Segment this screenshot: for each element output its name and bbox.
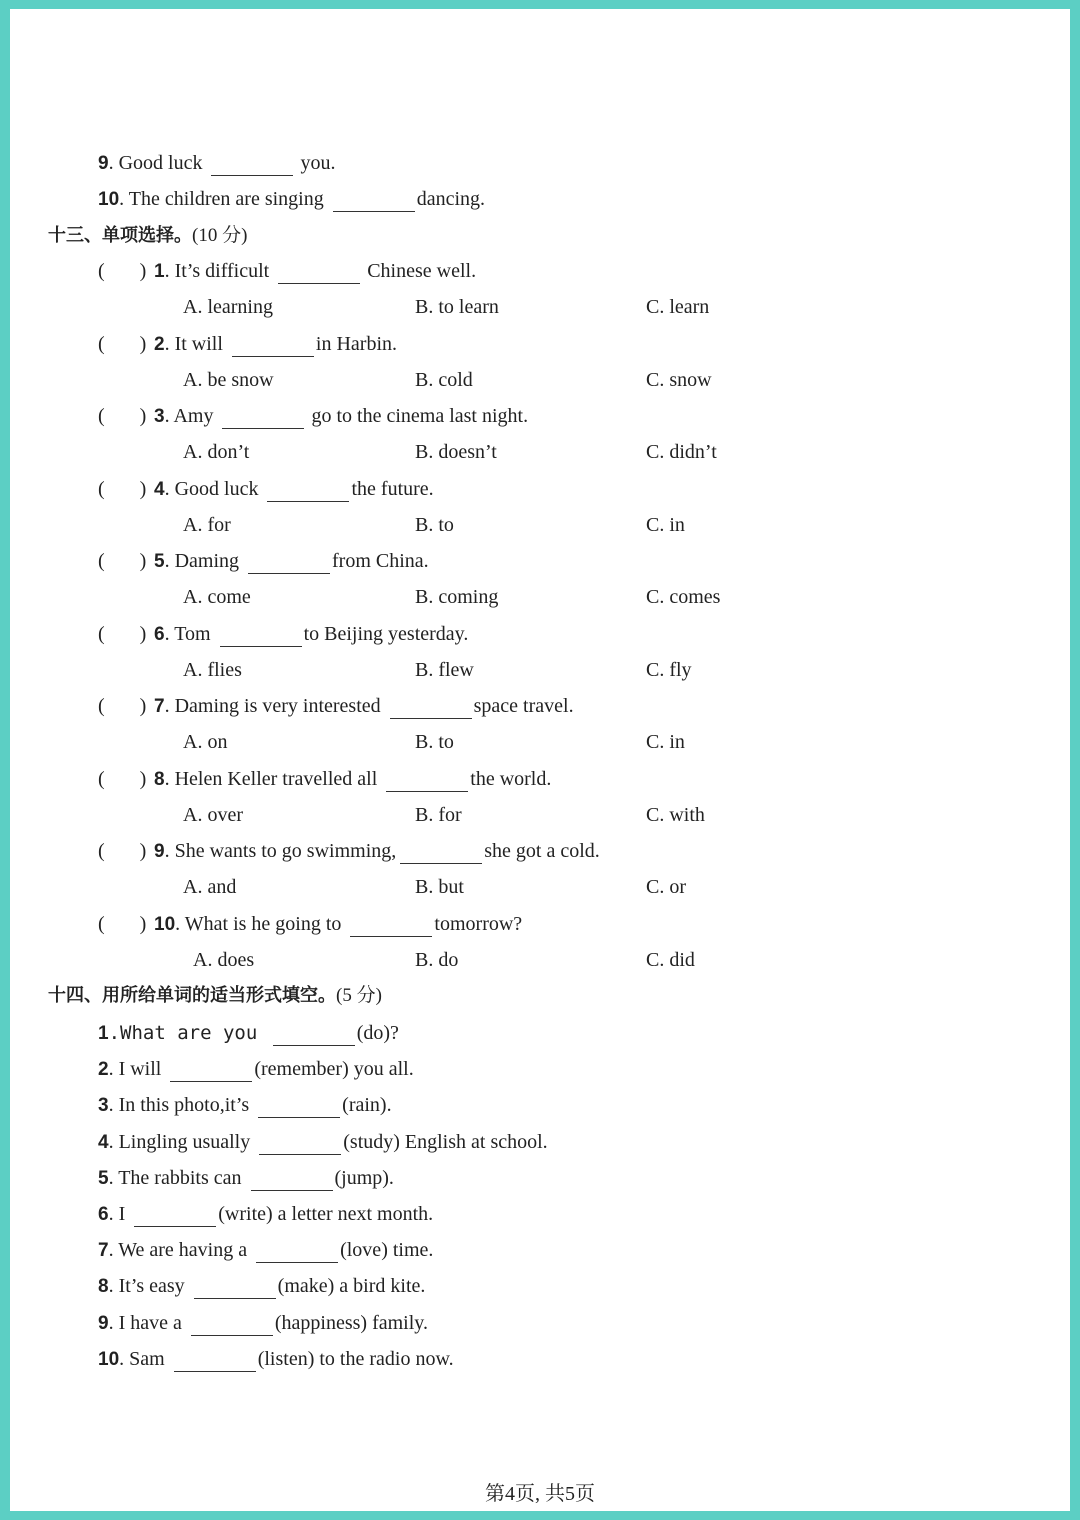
option-b: B. doesn’t <box>415 441 497 463</box>
answer-blank[interactable] <box>259 1134 341 1155</box>
option-b: B. to <box>415 731 454 753</box>
answer-blank[interactable] <box>273 1025 355 1046</box>
section-14-heading: 十四、用所给单词的适当形式填空。(5 分) <box>48 985 382 1006</box>
fill-item-9: 9. I have a (happiness) family. <box>98 1311 428 1334</box>
option-b: B. to <box>415 513 454 536</box>
answer-blank[interactable] <box>400 843 482 864</box>
answer-blank[interactable] <box>333 191 415 212</box>
fill-item-7: 7. We are having a (love) time. <box>98 1239 434 1262</box>
option-b: B. cold <box>415 368 473 391</box>
answer-paren[interactable]: ( ) <box>98 622 147 645</box>
answer-paren[interactable]: ( ) <box>98 477 147 500</box>
answer-paren[interactable]: ( ) <box>98 840 147 862</box>
option-c: C. in <box>646 731 685 753</box>
fill-item-5: 5. The rabbits can (jump). <box>98 1166 394 1189</box>
mc-question-2: ( ) 2. It will in Harbin. <box>98 332 398 355</box>
answer-paren[interactable]: ( ) <box>98 332 147 355</box>
option-b: B. flew <box>415 658 474 681</box>
option-a: A. be snow <box>183 368 274 391</box>
option-c: C. comes <box>646 586 721 608</box>
page-footer: 第4页, 共5页 <box>485 1483 595 1505</box>
answer-paren[interactable]: ( ) <box>98 695 147 717</box>
option-a: A. flies <box>183 658 242 681</box>
fill-item-3: 3. In this photo,it’s (rain). <box>98 1094 392 1117</box>
mc-question-10: ( ) 10. What is he going to tomorrow? <box>98 912 523 935</box>
option-c: C. with <box>646 803 705 826</box>
prev-item-9: 9. Good luck you. <box>98 152 336 174</box>
prev-item-10: 10. The children are singing dancing. <box>98 188 486 210</box>
option-a: A. for <box>183 513 231 536</box>
answer-paren[interactable]: ( ) <box>98 550 147 572</box>
option-a: A. on <box>183 731 228 753</box>
answer-blank[interactable] <box>232 336 314 357</box>
mc-question-3: ( ) 3. Amy go to the cinema last night. <box>98 405 529 427</box>
answer-blank[interactable] <box>248 553 330 574</box>
fill-item-8: 8. It’s easy (make) a bird kite. <box>98 1275 426 1298</box>
fill-item-2: 2. I will (remember) you all. <box>98 1058 414 1081</box>
option-c: C. in <box>646 513 685 536</box>
answer-blank[interactable] <box>222 408 304 429</box>
answer-blank[interactable] <box>350 916 432 937</box>
option-a: A. does <box>193 948 255 971</box>
option-c: C. or <box>646 876 686 898</box>
option-a: A. and <box>183 876 237 898</box>
option-c: C. didn’t <box>646 441 717 463</box>
option-a: A. come <box>183 586 251 608</box>
answer-paren[interactable]: ( ) <box>98 260 147 282</box>
mc-question-1: ( ) 1. It’s difficult Chinese well. <box>98 260 477 282</box>
fill-item-1: 1.What are you (do)? <box>98 1022 399 1044</box>
option-a: A. over <box>183 803 243 826</box>
fill-item-4: 4. Lingling usually (study) English at school. <box>98 1130 548 1153</box>
fill-item-6: 6. I (write) a letter next month. <box>98 1203 434 1225</box>
answer-blank[interactable] <box>258 1097 340 1118</box>
option-a: A. don’t <box>183 441 250 463</box>
fill-item-10: 10. Sam (listen) to the radio now. <box>98 1347 454 1370</box>
option-a: A. learning <box>183 296 273 318</box>
option-b: B. do <box>415 948 459 971</box>
answer-blank[interactable] <box>390 698 472 719</box>
answer-paren[interactable]: ( ) <box>98 405 147 427</box>
mc-question-4: ( ) 4. Good luck the future. <box>98 477 434 500</box>
answer-blank[interactable] <box>170 1061 252 1082</box>
option-b: B. coming <box>415 586 499 608</box>
answer-blank[interactable] <box>174 1351 256 1372</box>
option-c: C. fly <box>646 658 692 681</box>
mc-question-8: ( ) 8. Helen Keller travelled all the world. <box>98 767 552 790</box>
mc-question-5: ( ) 5. Daming from China. <box>98 550 429 572</box>
option-b: B. to learn <box>415 296 499 318</box>
mc-question-6: ( ) 6. Tom to Beijing yesterday. <box>98 622 469 645</box>
answer-paren[interactable]: ( ) <box>98 767 147 790</box>
mc-question-9: ( ) 9. She wants to go swimming, she got a cold. <box>98 840 600 862</box>
answer-blank[interactable] <box>220 626 302 647</box>
answer-blank[interactable] <box>194 1278 276 1299</box>
answer-paren[interactable]: ( ) <box>98 912 147 935</box>
answer-blank[interactable] <box>134 1206 216 1227</box>
option-b: B. for <box>415 803 462 826</box>
answer-blank[interactable] <box>251 1170 333 1191</box>
answer-blank[interactable] <box>256 1242 338 1263</box>
option-c: C. snow <box>646 368 712 391</box>
section-13-heading: 十三、单项选择。(10 分) <box>48 225 248 246</box>
option-c: C. learn <box>646 296 710 318</box>
option-c: C. did <box>646 948 695 971</box>
answer-blank[interactable] <box>211 155 293 176</box>
exam-page <box>10 9 1070 1511</box>
mc-question-7: ( ) 7. Daming is very interested space travel. <box>98 695 574 717</box>
answer-blank[interactable] <box>267 481 349 502</box>
option-b: B. but <box>415 876 464 898</box>
answer-blank[interactable] <box>191 1315 273 1336</box>
answer-blank[interactable] <box>386 771 468 792</box>
answer-blank[interactable] <box>278 263 360 284</box>
